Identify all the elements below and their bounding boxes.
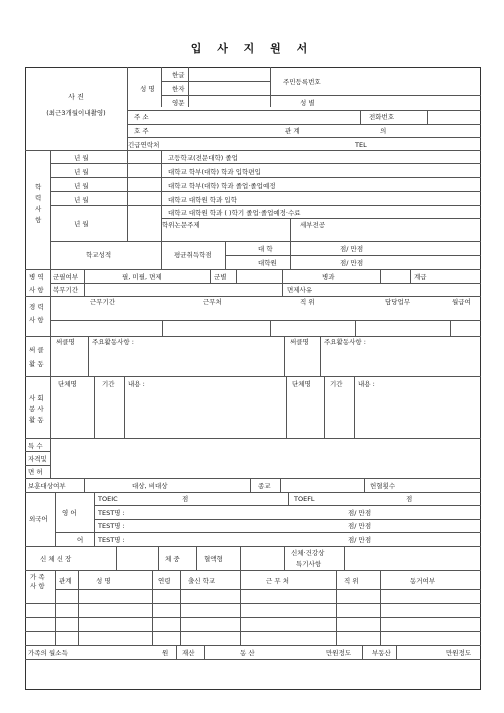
- edu-ym-3: 년 월: [74, 182, 89, 190]
- label-address: 주 소: [134, 113, 149, 121]
- edu-major: 세부전공: [300, 221, 326, 229]
- military-exemption: 면제사유: [287, 286, 313, 294]
- label-householder: 호 주: [134, 127, 149, 135]
- edu-ym-2: 년 월: [74, 168, 89, 176]
- other-test-score: 점/ 만점: [348, 536, 372, 544]
- family-header-position: 직 위: [344, 577, 359, 585]
- club-name-2: 써클명: [290, 338, 309, 346]
- photo-box[interactable]: [25, 70, 127, 140]
- military-served: 군필여부: [53, 273, 79, 281]
- language-side: 외국어: [29, 515, 48, 523]
- photo-label: 사 진: [68, 93, 84, 101]
- volunteer-content-2: 내용 :: [358, 380, 375, 388]
- club-activity-2: 주요활동사항 :: [324, 338, 366, 346]
- family-header-age: 연령: [158, 577, 171, 585]
- photo-note: (최근3개월이내촬영): [46, 109, 106, 117]
- skills-line-2: 자격및: [28, 455, 47, 463]
- label-tel: TEL: [355, 141, 367, 149]
- income-manwon: 만원정도: [326, 649, 352, 657]
- english-test-1-score: 점/ 만점: [348, 509, 372, 517]
- family-header-school: 출신 학교: [188, 577, 216, 585]
- skills-line-1: 특 수: [28, 442, 43, 450]
- education-side-label: 학 력 사 항: [35, 183, 42, 224]
- label-phone: 전화번호: [369, 113, 395, 121]
- income-realestate: 부동산: [372, 649, 391, 657]
- club-activity-1: 주요활동사항 :: [92, 338, 134, 346]
- career-side: 경 력: [29, 303, 44, 311]
- edu-univ: 대 학: [258, 245, 273, 253]
- volunteer-side: 사 회 봉 사 활 동: [29, 394, 44, 424]
- club-side2: 활 동: [29, 360, 44, 368]
- edu-ym-1: 년 월: [74, 154, 89, 162]
- body-health: 신체·건강상: [291, 549, 325, 557]
- family-header-name: 성 명: [96, 577, 111, 585]
- toeic-point: 점: [182, 495, 189, 503]
- military-options: 필, 미필, 면제: [122, 273, 162, 281]
- income-movable: 동 산: [240, 649, 255, 657]
- military-side: 병 역: [29, 273, 44, 281]
- english-test-1: TEST명 :: [98, 509, 125, 517]
- language-english: 영 어: [62, 509, 77, 517]
- label-relation-suffix: 의: [380, 127, 387, 135]
- income-won: 원: [162, 649, 169, 657]
- religion-label: 종교: [258, 482, 271, 490]
- edu-row-3: 대학교 학부(대학) 학과 졸업·졸업예정: [168, 182, 276, 190]
- military-period: 복무기간: [53, 286, 79, 294]
- toeic-label: TOEIC: [98, 495, 118, 503]
- career-header-company: 근무처: [203, 298, 222, 306]
- edu-grad: 대학원: [258, 259, 277, 267]
- income-manwon-2: 만원정도: [446, 649, 472, 657]
- edu-row-2: 대학교 학부(대학) 학과 입학편입: [168, 168, 261, 176]
- volunteer-org-1: 단체명: [58, 380, 77, 388]
- veteran-label: 보훈대상여부: [28, 482, 66, 490]
- language-other: 어: [77, 536, 84, 544]
- edu-ym-4: 년 월: [74, 196, 89, 204]
- volunteer-content-1: 내용 :: [128, 380, 145, 388]
- volunteer-period-1: 기간: [102, 380, 115, 388]
- label-name: 성 명: [140, 85, 155, 93]
- blood-donation-label: 헌혈횟수: [370, 482, 396, 490]
- military-rank: 병과: [322, 273, 335, 281]
- body-blood: 혈액형: [204, 555, 223, 563]
- edu-row-4: 대학교 대학원 학과 입학: [168, 196, 237, 204]
- edu-grad-score: 점/ 만점: [340, 259, 364, 267]
- edu-gpa: 평균취득학점: [174, 251, 212, 259]
- toefl-label: TOEFL: [294, 495, 315, 503]
- volunteer-period-2: 기간: [330, 380, 343, 388]
- career-header-position: 직 위: [300, 298, 315, 306]
- english-test-2: TEST명 :: [98, 522, 125, 530]
- family-header-cohabit: 동거여부: [410, 577, 436, 585]
- military-side2: 사 항: [29, 286, 44, 294]
- other-test: TEST명 :: [98, 536, 125, 544]
- career-header-salary: 월급여: [452, 298, 471, 306]
- volunteer-org-2: 단체명: [292, 380, 311, 388]
- family-header-relation: 관계: [59, 577, 72, 585]
- career-header-duty: 담당업무: [385, 298, 411, 306]
- label-emergency: 긴급연락처: [128, 141, 160, 149]
- toefl-point: 점: [406, 495, 413, 503]
- label-id-number: 주민등록번호: [283, 78, 321, 86]
- label-hangul: 한글: [172, 71, 185, 79]
- edu-thesis: 학위논문주제: [162, 221, 200, 229]
- income-label: 가족의 월소득: [28, 649, 68, 657]
- label-gender: 성 별: [300, 99, 315, 107]
- form-title: 입 사 지 원 서: [190, 42, 314, 55]
- family-header-workplace: 근 무 처: [266, 577, 289, 585]
- military-grade: 계급: [414, 273, 427, 281]
- military-branch: 군별: [214, 273, 227, 281]
- label-english: 영문: [172, 99, 185, 107]
- club-side: 써 클: [29, 346, 44, 354]
- body-weight: 체 중: [165, 555, 180, 563]
- english-test-2-score: 점/ 만점: [348, 522, 372, 530]
- label-hanja: 한자: [172, 85, 185, 93]
- body-health-2: 특기사항: [296, 560, 322, 568]
- edu-univ-score: 점/ 만점: [340, 245, 364, 253]
- edu-row-5: 대학교 대학원 학과 ( )학기 졸업·졸업예정·수료: [168, 209, 301, 217]
- body-height: 신 체 신 장: [40, 555, 72, 563]
- club-name-1: 써클명: [56, 338, 75, 346]
- edu-grades: 학교성적: [86, 251, 112, 259]
- family-side: 가 족 사 항: [30, 573, 45, 590]
- skills-line-3: 면 허: [28, 468, 43, 476]
- edu-ym-5: 년 월: [74, 220, 89, 228]
- edu-row-1: 고등학교(전문대학) 졸업: [168, 154, 238, 162]
- career-header-period: 근무기간: [90, 298, 116, 306]
- income-assets: 재산: [182, 649, 195, 657]
- career-side2: 사 항: [29, 316, 44, 324]
- label-relation: 관 계: [285, 127, 300, 135]
- veteran-options: 대상, 비대상: [132, 482, 168, 490]
